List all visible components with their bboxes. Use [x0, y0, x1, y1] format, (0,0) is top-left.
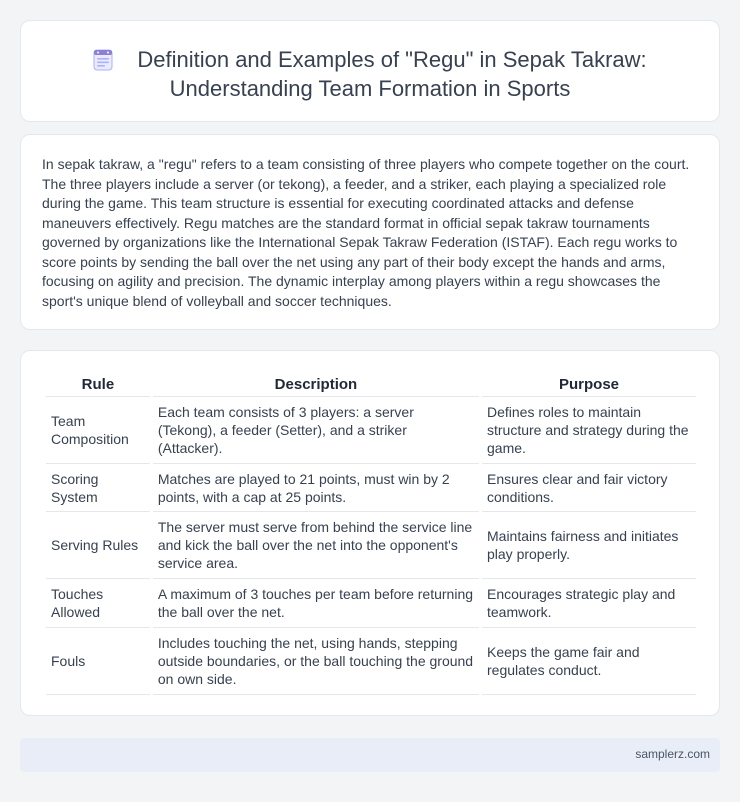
header-description: Description — [153, 371, 479, 397]
cell-purpose: Defines roles to maintain structure and strategy during the game. — [482, 397, 696, 464]
cell-rule: Serving Rules — [46, 512, 150, 579]
intro-card — [20, 134, 720, 330]
cell-purpose: Maintains fairness and initiates play properly. — [482, 512, 696, 579]
cell-description: The server must serve from behind the service line and kick the ball over the net into the opponent's service area. — [153, 512, 479, 579]
table-header-row — [46, 371, 696, 397]
header-purpose: Purpose — [482, 371, 696, 397]
table-row — [46, 397, 696, 464]
cell-description: Matches are played to 21 points, must win by 2 points, with a cap at 25 points. — [153, 464, 479, 512]
title-line-2: Understanding Team Formation in Sports — [169, 76, 571, 101]
cell-rule: Fouls — [46, 628, 150, 695]
intro-paragraph: In sepak takraw, a "regu" refers to a team consisting of three players who compete together on the court. The three players include a server (or tekong), a feeder, and a striker, each playing a specialized role during the game. This team structure is essential for executing coordinated attacks and defense maneuvers effectively. Regu matches are the standard format in official sepak takraw tournaments governed by organizations like the International Sepak Takraw Federation (ISTAF). Each regu works to score points by sending the ball over the net using any part of their body except the hands and arms, focusing on agility and precision. The dynamic interplay among players within a regu showcases the sport's unique blend of volleyball and soccer techniques. — [42, 156, 690, 309]
document-icon — [93, 49, 113, 71]
page-title — [21, 45, 719, 103]
rules-table — [43, 371, 699, 695]
cell-description: Each team consists of 3 players: a server (Tekong), a feeder (Setter), and a striker (Attacker). — [153, 397, 479, 464]
rules-table-card — [20, 350, 720, 716]
title-line-1: Definition and Examples of "Regu" in Sepak Takraw: — [137, 47, 647, 72]
footer-bar — [20, 738, 720, 772]
cell-rule: Scoring System — [46, 464, 150, 512]
cell-rule: Touches Allowed — [46, 579, 150, 628]
cell-purpose: Encourages strategic play and teamwork. — [482, 579, 696, 628]
cell-description: A maximum of 3 touches per team before returning the ball over the net. — [153, 579, 479, 628]
footer-site-link[interactable]: samplerz.com — [635, 747, 710, 761]
table-row — [46, 579, 696, 628]
table-row — [46, 512, 696, 579]
header-rule: Rule — [46, 371, 150, 397]
cell-description: Includes touching the net, using hands, stepping outside boundaries, or the ball touching the ground on own side. — [153, 628, 479, 695]
title-card — [20, 20, 720, 122]
cell-rule: Team Composition — [46, 397, 150, 464]
cell-purpose: Ensures clear and fair victory conditions. — [482, 464, 696, 512]
table-row — [46, 464, 696, 512]
table-row — [46, 628, 696, 695]
cell-purpose: Keeps the game fair and regulates conduct. — [482, 628, 696, 695]
